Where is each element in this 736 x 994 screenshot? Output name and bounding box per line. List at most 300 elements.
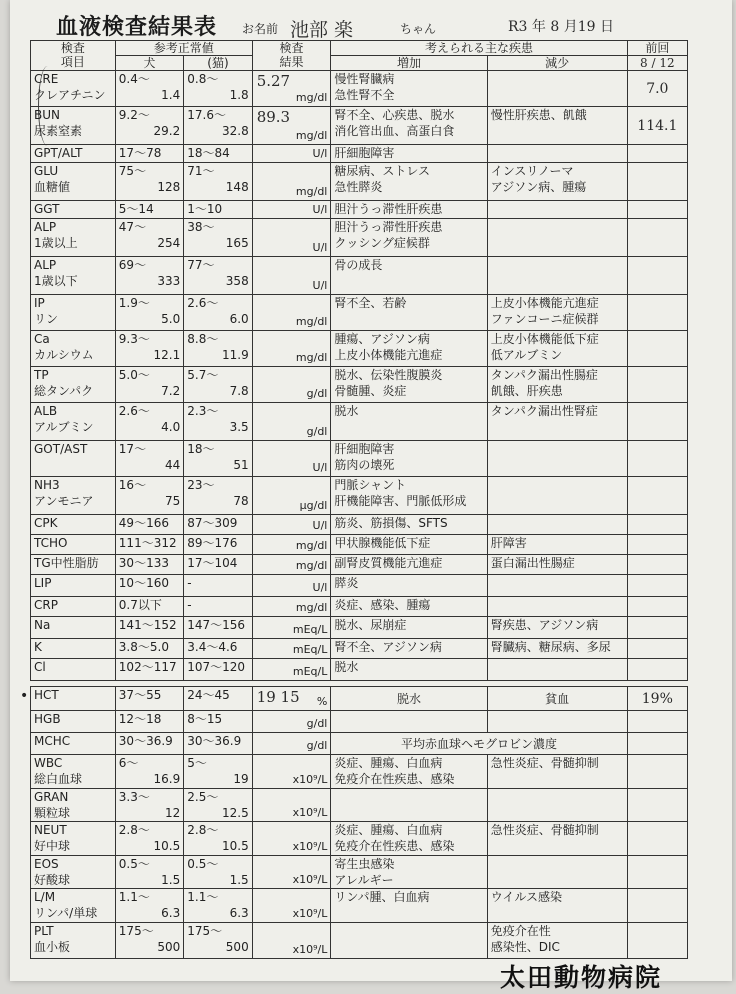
dog-range-high: 333 bbox=[157, 274, 181, 288]
decrease-diseases bbox=[487, 331, 627, 367]
decrease-diseases bbox=[487, 535, 627, 555]
increase-diseases bbox=[331, 295, 487, 331]
increase-diseases bbox=[331, 889, 487, 923]
unit-label: mg/dl bbox=[295, 185, 328, 198]
dog-range bbox=[115, 295, 183, 331]
dog-range-low: 2.8～ bbox=[118, 823, 150, 837]
dog-range-low: 5～14 bbox=[118, 202, 154, 216]
result-cell bbox=[252, 331, 331, 367]
test-item bbox=[31, 477, 116, 515]
increase-diseases bbox=[331, 923, 487, 959]
unit-label: mg/dl bbox=[295, 559, 328, 572]
increase-disease-line: 膵炎 bbox=[334, 576, 359, 590]
dog-range-low: 47～ bbox=[118, 220, 147, 234]
cat-range bbox=[184, 789, 252, 822]
previous-result bbox=[627, 331, 687, 367]
cat-range-high: 500 bbox=[225, 940, 249, 954]
result-cell bbox=[252, 789, 331, 822]
unit-label: U/l bbox=[312, 279, 328, 292]
cat-range-high: 1.5 bbox=[229, 873, 249, 887]
dog-range bbox=[115, 733, 183, 755]
decrease-diseases bbox=[487, 477, 627, 515]
dog-range bbox=[115, 597, 183, 617]
decrease-diseases bbox=[487, 145, 627, 163]
cat-range-high: 51 bbox=[233, 458, 249, 472]
decrease-disease-line: ウイルス感染 bbox=[490, 890, 562, 904]
table-row bbox=[31, 617, 688, 639]
header-cat: (猫) bbox=[184, 56, 252, 71]
dog-range-high: 128 bbox=[157, 180, 181, 194]
hospital-name: 太田動物病院 bbox=[500, 963, 663, 992]
unit-label: U/l bbox=[312, 461, 328, 474]
increase-diseases bbox=[331, 219, 487, 257]
dog-range-low: 6～ bbox=[118, 756, 139, 770]
cat-range bbox=[184, 575, 252, 597]
test-name: TCHO bbox=[34, 536, 68, 550]
test-name: EOS bbox=[34, 857, 59, 871]
unit-label: U/l bbox=[312, 241, 328, 254]
increase-diseases bbox=[331, 639, 487, 659]
increase-disease-line: 胆汁うっ滞性肝疾患 bbox=[334, 220, 443, 234]
increase-disease-line: 門脈シャント bbox=[334, 478, 407, 492]
report-header bbox=[10, 0, 732, 44]
previous-result bbox=[627, 201, 687, 219]
decrease-diseases bbox=[487, 822, 627, 856]
decrease-disease-line: 急性炎症、骨髄抑制 bbox=[490, 823, 599, 837]
result-cell bbox=[252, 822, 331, 856]
dog-range-low: 175～ bbox=[118, 924, 154, 938]
unit-label: g/dl bbox=[306, 425, 328, 438]
cat-range-high: 358 bbox=[225, 274, 249, 288]
test-item bbox=[31, 403, 116, 441]
decrease-diseases bbox=[487, 403, 627, 441]
increase-diseases bbox=[331, 711, 487, 733]
dog-range-high: 44 bbox=[164, 458, 181, 472]
dog-range bbox=[115, 257, 183, 295]
increase-diseases bbox=[331, 687, 487, 711]
table-row bbox=[31, 477, 688, 515]
increase-diseases bbox=[331, 789, 487, 822]
cat-range bbox=[184, 617, 252, 639]
result-cell bbox=[252, 71, 331, 107]
previous-result bbox=[627, 71, 687, 107]
test-name: GLU bbox=[34, 164, 59, 178]
cat-range-low: 8～15 bbox=[187, 712, 223, 726]
previous-result bbox=[627, 687, 687, 711]
cat-range-low: 71～ bbox=[187, 164, 215, 178]
increase-disease-line: 胆汁うっ滞性肝疾患 bbox=[334, 202, 443, 216]
unit-label: mg/dl bbox=[295, 601, 328, 614]
cat-range bbox=[184, 889, 252, 923]
previous-result bbox=[627, 822, 687, 856]
unit-label: mEq/L bbox=[292, 665, 328, 678]
increase-disease-line: 腎不全、アジソン病 bbox=[334, 640, 442, 654]
dog-range bbox=[115, 331, 183, 367]
previous-value: 19% bbox=[641, 690, 673, 707]
table-row bbox=[31, 555, 688, 575]
test-name: HCT bbox=[34, 688, 59, 702]
increase-diseases bbox=[331, 477, 487, 515]
decrease-disease-line: 上皮小体機能亢進症 bbox=[490, 296, 599, 310]
cat-range-low: 2.6～ bbox=[187, 296, 219, 310]
test-name: IP bbox=[34, 296, 45, 310]
cat-range bbox=[184, 145, 252, 163]
decrease-diseases bbox=[487, 789, 627, 822]
test-subname: リンパ/単球 bbox=[34, 906, 98, 920]
dog-range-low: 3.3～ bbox=[118, 790, 150, 804]
header-ref: 参考正常値 bbox=[115, 41, 252, 56]
increase-diseases bbox=[331, 257, 487, 295]
decrease-disease-line: 低アルブミン bbox=[490, 348, 563, 362]
test-subname: アンモニア bbox=[34, 494, 94, 508]
decrease-disease-line: アジソン病、腫瘍 bbox=[490, 180, 587, 194]
test-name: TG中性脂肪 bbox=[34, 556, 99, 570]
previous-result bbox=[627, 295, 687, 331]
cat-range-high: 165 bbox=[225, 236, 249, 250]
decrease-diseases bbox=[487, 575, 627, 597]
dog-range bbox=[115, 755, 183, 789]
test-item bbox=[31, 822, 116, 856]
test-subname: 好中球 bbox=[34, 839, 71, 853]
increase-diseases bbox=[331, 617, 487, 639]
table-row bbox=[31, 711, 688, 733]
previous-result bbox=[627, 711, 687, 733]
cat-range-high: 32.8 bbox=[221, 124, 249, 138]
decrease-diseases bbox=[487, 201, 627, 219]
increase-diseases bbox=[331, 145, 487, 163]
increase-disease-line: 筋肉の壊死 bbox=[334, 458, 395, 472]
increase-diseases bbox=[331, 822, 487, 856]
unit-label: mg/dl bbox=[295, 315, 328, 328]
increase-disease-line: 慢性腎臓病 bbox=[334, 72, 395, 86]
table-row bbox=[31, 575, 688, 597]
increase-disease-line: 肝細胞障害 bbox=[334, 442, 395, 456]
cat-range-high: 10.5 bbox=[221, 839, 249, 853]
increase-diseases bbox=[331, 163, 487, 201]
dog-range bbox=[115, 219, 183, 257]
dog-range-low: 37～55 bbox=[118, 688, 162, 702]
increase-diseases bbox=[331, 71, 487, 107]
previous-result bbox=[627, 477, 687, 515]
cat-range bbox=[184, 822, 252, 856]
test-item bbox=[31, 923, 116, 959]
test-subname: 総白血球 bbox=[34, 772, 83, 786]
decrease-diseases bbox=[487, 257, 627, 295]
test-item bbox=[31, 219, 116, 257]
result-cell bbox=[252, 755, 331, 789]
decrease-disease-line: 肝障害 bbox=[490, 536, 527, 550]
cat-range-low: 30～36.9 bbox=[187, 734, 242, 748]
increase-disease-line: 脱水、伝染性腹膜炎 bbox=[334, 368, 443, 382]
decrease-disease-line: 感染性、DIC bbox=[490, 940, 560, 954]
increase-disease-line: 糖尿病、ストレス bbox=[334, 164, 431, 178]
dog-range bbox=[115, 163, 183, 201]
increase-disease-line: 免疫介在性疾患、感染 bbox=[334, 772, 455, 786]
dog-range-low: 111～312 bbox=[118, 536, 177, 550]
table-row bbox=[31, 441, 688, 477]
unit-label: x10⁹/L bbox=[292, 907, 328, 920]
cat-range-low: - bbox=[187, 576, 192, 590]
dog-range-low: 30～133 bbox=[118, 556, 169, 570]
table-row bbox=[31, 789, 688, 822]
table-row bbox=[31, 367, 688, 403]
header-dog: 犬 bbox=[115, 56, 183, 71]
cat-range-low: 3.4～4.6 bbox=[187, 640, 238, 654]
cat-range-low: 23～ bbox=[187, 478, 215, 492]
cat-range-low: 2.8～ bbox=[187, 823, 219, 837]
test-item bbox=[31, 856, 116, 889]
decrease-diseases bbox=[487, 923, 627, 959]
result-cell bbox=[252, 617, 331, 639]
dog-range-low: 102～117 bbox=[118, 660, 177, 674]
unit-label: mg/dl bbox=[295, 351, 328, 364]
dog-range-high: 5.0 bbox=[161, 312, 181, 326]
cat-range bbox=[184, 555, 252, 575]
cat-range-high: 12.5 bbox=[221, 806, 249, 820]
dog-range-low: 3.8～5.0 bbox=[118, 640, 169, 654]
dog-range bbox=[115, 477, 183, 515]
table-row bbox=[31, 201, 688, 219]
report-date: R3 年 8 月19 日 bbox=[508, 19, 614, 35]
test-subname: 好酸球 bbox=[34, 873, 71, 887]
cat-range bbox=[184, 639, 252, 659]
cat-range-high: 6.3 bbox=[229, 906, 249, 920]
decrease-diseases bbox=[487, 367, 627, 403]
test-subname: 1歳以上 bbox=[34, 236, 78, 250]
increase-disease-line: 腎不全、心疾患、脱水 bbox=[334, 108, 455, 122]
result-cell bbox=[252, 923, 331, 959]
increase-disease-line: 甲状腺機能低下症 bbox=[334, 536, 431, 550]
dog-range-high: 500 bbox=[157, 940, 181, 954]
description-text: 平均赤血球ヘモグロビン濃度 bbox=[401, 736, 558, 751]
test-subname: クレアチニン bbox=[34, 88, 106, 102]
result-cell bbox=[252, 856, 331, 889]
dog-range bbox=[115, 923, 183, 959]
dog-range-low: 2.6～ bbox=[118, 404, 150, 418]
previous-result bbox=[627, 535, 687, 555]
table-row bbox=[31, 295, 688, 331]
dog-range-high: 254 bbox=[157, 236, 181, 250]
cat-range bbox=[184, 755, 252, 789]
dog-range-low: 1.9～ bbox=[118, 296, 150, 310]
dog-range bbox=[115, 403, 183, 441]
result-cell bbox=[252, 145, 331, 163]
dog-range-low: 49～166 bbox=[118, 516, 169, 530]
table-row bbox=[31, 107, 688, 145]
test-subname: 血糖値 bbox=[34, 180, 71, 194]
table-row bbox=[31, 755, 688, 789]
test-name: GPT/ALT bbox=[34, 146, 83, 160]
cat-range-low: - bbox=[187, 598, 192, 612]
cat-range-low: 17～104 bbox=[187, 556, 238, 570]
test-item bbox=[31, 711, 116, 733]
cat-range-low: 89～176 bbox=[187, 536, 238, 550]
test-subname: 血小板 bbox=[34, 940, 71, 954]
decrease-diseases bbox=[487, 441, 627, 477]
cat-range-low: 24～45 bbox=[187, 688, 230, 702]
table-row bbox=[31, 163, 688, 201]
test-item bbox=[31, 555, 116, 575]
dog-range-high: 4.0 bbox=[161, 420, 181, 434]
decrease-diseases bbox=[487, 219, 627, 257]
increase-diseases bbox=[331, 107, 487, 145]
table-row bbox=[31, 639, 688, 659]
result-value: 19 15 bbox=[256, 688, 300, 706]
test-item bbox=[31, 257, 116, 295]
cat-range-high: 78 bbox=[233, 494, 249, 508]
lab-report-sheet bbox=[10, 0, 732, 992]
previous-result bbox=[627, 889, 687, 923]
increase-disease-line: 炎症、感染、腫瘍 bbox=[334, 598, 431, 612]
cat-range-low: 1～10 bbox=[187, 202, 223, 216]
test-item bbox=[31, 441, 116, 477]
unit-label: x10⁹/L bbox=[292, 943, 328, 956]
bullet-dot: • bbox=[20, 688, 29, 704]
result-cell bbox=[252, 575, 331, 597]
cat-range-low: 0.5～ bbox=[187, 857, 219, 871]
increase-diseases bbox=[331, 441, 487, 477]
increase-diseases bbox=[331, 201, 487, 219]
table-row bbox=[31, 889, 688, 923]
dog-range-low: 0.4～ bbox=[118, 72, 150, 86]
increase-diseases bbox=[331, 856, 487, 889]
test-name: TP bbox=[34, 368, 49, 382]
test-name: Ca bbox=[34, 332, 50, 346]
test-subname: 総タンパク bbox=[34, 384, 94, 398]
previous-result bbox=[627, 856, 687, 889]
increase-disease-line: 急性腎不全 bbox=[334, 88, 395, 102]
unit-label: μg/dl bbox=[299, 499, 328, 512]
dog-range bbox=[115, 822, 183, 856]
hematology-rows bbox=[31, 687, 688, 959]
table-row bbox=[31, 856, 688, 889]
increase-diseases bbox=[331, 331, 487, 367]
test-item bbox=[31, 659, 116, 681]
increase-diseases bbox=[331, 535, 487, 555]
test-item bbox=[31, 597, 116, 617]
cat-range-high: 6.0 bbox=[229, 312, 249, 326]
cat-range-low: 1.1～ bbox=[187, 890, 219, 904]
previous-result bbox=[627, 163, 687, 201]
test-name: NEUT bbox=[34, 823, 67, 837]
unit-label: x10⁹/L bbox=[292, 873, 328, 886]
cat-range bbox=[184, 687, 252, 711]
result-cell bbox=[252, 477, 331, 515]
cat-range bbox=[184, 711, 252, 733]
table-row bbox=[31, 733, 688, 755]
hematology-table bbox=[30, 686, 688, 959]
test-item bbox=[31, 733, 116, 755]
increase-disease-line: 急性膵炎 bbox=[334, 180, 383, 194]
previous-value: 114.1 bbox=[637, 117, 678, 134]
test-name: GOT/AST bbox=[34, 442, 88, 456]
increase-disease-line: 免疫介在性疾患、感染 bbox=[334, 839, 455, 853]
dog-range-low: 12～18 bbox=[118, 712, 162, 726]
cat-range bbox=[184, 856, 252, 889]
test-item bbox=[31, 755, 116, 789]
unit-label: x10⁹/L bbox=[292, 840, 328, 853]
cat-range bbox=[184, 163, 252, 201]
result-cell bbox=[252, 687, 331, 711]
chemistry-rows bbox=[31, 71, 688, 681]
unit-label: x10⁹/L bbox=[292, 806, 328, 819]
increase-disease-line: 骨の成長 bbox=[334, 258, 383, 272]
decrease-disease-line: タンパク漏出性腎症 bbox=[490, 404, 598, 418]
decrease-disease-line: 免疫介在性 bbox=[490, 924, 551, 938]
dog-range bbox=[115, 617, 183, 639]
decrease-disease-line: 急性炎症、骨髄抑制 bbox=[490, 756, 599, 770]
unit-label: U/l bbox=[312, 147, 328, 160]
test-item bbox=[31, 639, 116, 659]
test-name: MCHC bbox=[34, 734, 71, 748]
previous-result bbox=[627, 617, 687, 639]
test-subname: 1歳以下 bbox=[34, 274, 78, 288]
test-name: WBC bbox=[34, 756, 63, 770]
test-name: K bbox=[34, 640, 42, 654]
decrease-disease-line: タンパク漏出性腸症 bbox=[490, 368, 598, 382]
table-row bbox=[31, 597, 688, 617]
increase-disease-line: リンパ腫、白血病 bbox=[334, 890, 430, 904]
test-item bbox=[31, 145, 116, 163]
previous-result bbox=[627, 733, 687, 755]
previous-result bbox=[627, 257, 687, 295]
previous-result bbox=[627, 515, 687, 535]
decrease-diseases bbox=[487, 856, 627, 889]
table-row bbox=[31, 659, 688, 681]
increase-disease-line: アレルギー bbox=[334, 873, 394, 887]
increase-diseases bbox=[331, 403, 487, 441]
cat-range bbox=[184, 515, 252, 535]
dog-range-low: 16～ bbox=[118, 478, 147, 492]
decrease-diseases bbox=[487, 639, 627, 659]
previous-result bbox=[627, 755, 687, 789]
dog-range-low: 0.5～ bbox=[118, 857, 150, 871]
decrease-disease-line: 飢餓、肝疾患 bbox=[490, 384, 563, 398]
unit-label: mg/dl bbox=[295, 129, 328, 142]
dog-range-high: 16.9 bbox=[153, 772, 181, 786]
chemistry-table bbox=[30, 40, 688, 681]
dog-range bbox=[115, 789, 183, 822]
dog-range bbox=[115, 441, 183, 477]
unit-label: g/dl bbox=[306, 717, 328, 730]
increase-disease-line: 腎不全、若齢 bbox=[334, 296, 407, 310]
test-name: BUN bbox=[34, 108, 60, 122]
cat-range bbox=[184, 403, 252, 441]
previous-value: 7.0 bbox=[646, 80, 669, 97]
previous-result bbox=[627, 789, 687, 822]
cat-range-low: 17.6～ bbox=[187, 108, 226, 122]
increase-disease-line: 炎症、腫瘍、白血病 bbox=[334, 823, 443, 837]
table-row bbox=[31, 403, 688, 441]
cat-range bbox=[184, 659, 252, 681]
decrease-disease-line: 上皮小体機能低下症 bbox=[490, 332, 599, 346]
unit-label: mEq/L bbox=[292, 623, 328, 636]
increase-disease-line: 脱水 bbox=[334, 404, 359, 418]
cat-range-low: 107～120 bbox=[187, 660, 246, 674]
dog-range bbox=[115, 711, 183, 733]
increase-disease-line: 肝細胞障害 bbox=[334, 146, 395, 160]
dog-range-high: 29.2 bbox=[153, 124, 181, 138]
previous-result bbox=[627, 659, 687, 681]
test-name: HGB bbox=[34, 712, 61, 726]
header-item bbox=[31, 41, 116, 71]
test-item bbox=[31, 163, 116, 201]
unit-label: mg/dl bbox=[295, 91, 328, 104]
cat-range-low: 0.8～ bbox=[187, 72, 219, 86]
decrease-diseases bbox=[487, 889, 627, 923]
previous-result bbox=[627, 145, 687, 163]
previous-result bbox=[627, 597, 687, 617]
